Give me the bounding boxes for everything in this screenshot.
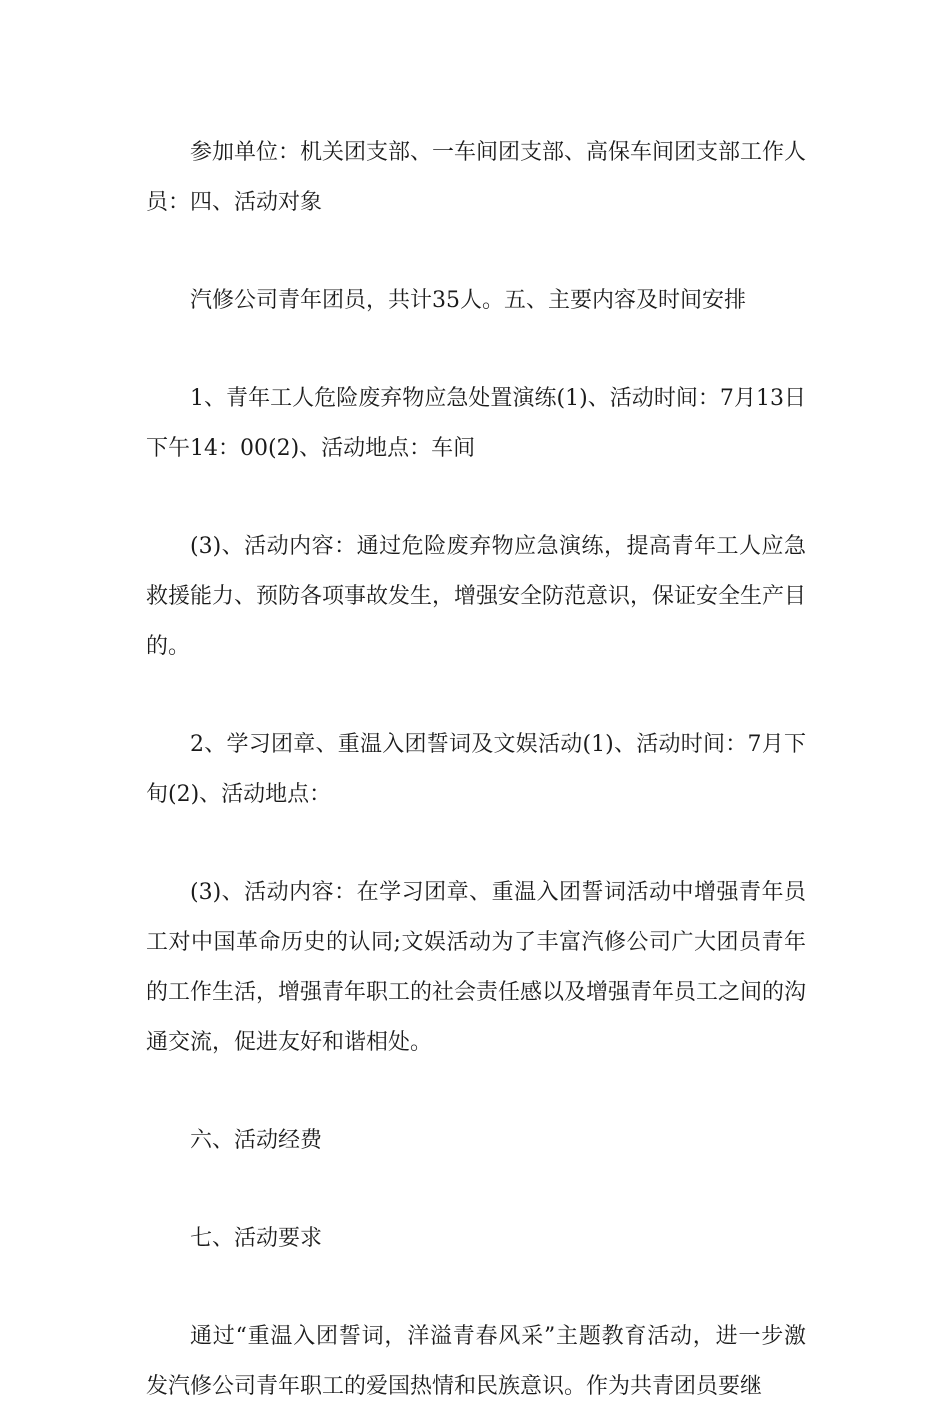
paragraph-activity-1-content: (3)、活动内容：通过危险废弃物应急演练，提高青年工人应急救援能力、预防各项事故发生，增强安全防范意识，保证安全生产目的。 bbox=[146, 534, 807, 659]
paragraph-participants: 参加单位：机关团支部、一车间团支部、高保车间团支部工作人员：四、活动对象 bbox=[146, 140, 807, 215]
paragraph-activity-2-content: (3)、活动内容：在学习团章、重温入团誓词活动中增强青年员工对中国革命历史的认同;文娱活动为了丰富汽修公司广大团员青年的工作生活，增强青年职工的社会责任感以及增强青年员工之间的沟通交流，促进友好和谐相处。 bbox=[146, 880, 807, 1055]
heading-activity-funding: 六、活动经费 bbox=[190, 1128, 323, 1153]
paragraph-target-members: 汽修公司青年团员，共计35人。五、主要内容及时间安排 bbox=[190, 288, 746, 313]
heading-activity-requirements: 七、活动要求 bbox=[190, 1226, 323, 1251]
paragraph-activity-1: 1、青年工人危险废弃物应急处置演练(1)、活动时间：7月13日下午14：00(2)、活动地点：车间 bbox=[146, 386, 806, 461]
paragraph-activity-2: 2、学习团章、重温入团誓词及文娱活动(1)、活动时间：7月下旬(2)、活动地点： bbox=[146, 732, 806, 807]
document-body bbox=[146, 128, 806, 1412]
paragraph-requirements-body: 通过“重温入团誓词，洋溢青春风采”主题教育活动，进一步激发汽修公司青年职工的爱国热情和民族意识。作为共青团员要继 bbox=[146, 1324, 806, 1399]
